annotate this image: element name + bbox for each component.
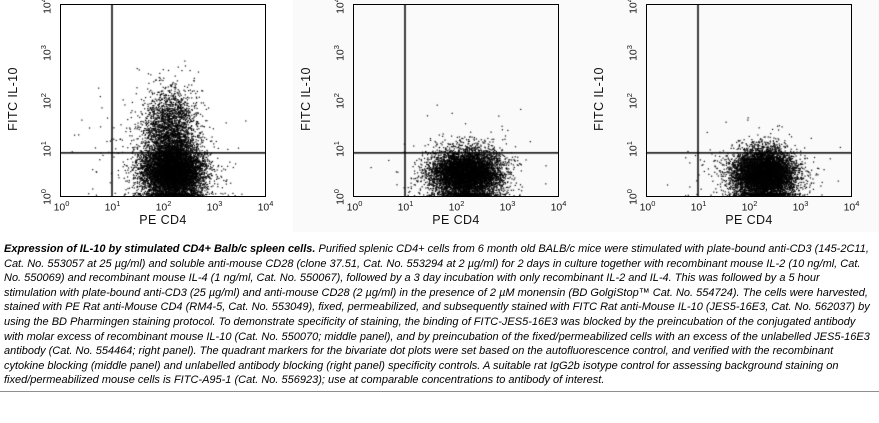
y-axis-tick-label: $10^2$	[38, 93, 54, 109]
x-axis-tick-label: $10^1$	[690, 199, 707, 214]
x-axis-tick-label: $10^3$	[206, 199, 223, 214]
caption-title: Expression of IL-10 by stimulated CD4+ Balb/c spleen cells.	[4, 243, 316, 255]
y-axis-label: FITC IL-10	[592, 67, 606, 131]
y-axis-tick-label: $10^0$	[624, 188, 640, 205]
x-axis-tick-label: $10^2$	[741, 199, 758, 214]
x-axis-tick-label: $10^0$	[639, 199, 656, 214]
dot-plot-il10-staining-left	[0, 0, 293, 232]
x-axis-tick-label: $10^4$	[843, 199, 860, 214]
x-axis-label: PE CD4	[139, 213, 187, 227]
y-axis-tick-label: 10	[627, 1, 640, 14]
y-axis-label: FITC IL-10	[6, 67, 20, 131]
y-axis-tick-label: $10^1$	[624, 140, 640, 157]
y-axis-tick-label: $10^3$	[624, 45, 640, 62]
y-axis-label: FITC IL-10	[299, 67, 313, 131]
x-axis-tick-label: $10^4$	[550, 199, 567, 214]
y-axis-tick-label: $10^3$	[38, 45, 54, 62]
x-axis-tick-label: $10^2$	[448, 199, 465, 214]
y-axis-tick-label: $10^0$	[331, 188, 347, 205]
caption-body: Purified splenic CD4+ cells from 6 month old BALB/c mice were stimulated with plate-bound anti-CD3 (145-2C11, Cat. No. 553057 at 25 µg/ml) and soluble anti-mouse CD28 (clone 37.51, Cat. No. 553294 at 2 µg/ml) for 2 days in culture together with recombinant mouse IL-2 (10 ng/ml, Cat. No. 550069) and recombinant mouse IL-4 (1 ng/ml, Cat. No. 550067), followed by a 3 day incubation with only recombinant IL-2 and IL-4. This was followed by a 5 hour stimulation with plate-bound anti-CD3 (25 µg/ml) and anti-mouse CD28 (2 µg/ml) in the presence of 2 µM monensin (BD GolgiStop™ Cat. No. 554724). The cells were harvested, stained with PE Rat anti-Mouse CD4 (RM4-5, Cat. No. 553049), fixed, permeabilized, and subsequently stained with FITC Rat anti-Mouse IL-10 (JES5-16E3, Cat. No. 562037) by using the BD Pharmingen staining protocol. To demonstrate specificity of staining, the binding of FITC-JES5-16E3 was blocked by the preincubation of the conjugated antibody with molar excess of recombinant mouse IL-10 (Cat. No. 550070; middle panel), and by preincubation of the fixed/permeabilized cells with an excess of the unlabelled JES5-16E3 antibody (Cat. No. 554464; right panel). The quadrant markers for the bivariate dot plots were set based on the autofluorescence control, and verified with the recombinant cytokine blocking (middle panel) and unlabelled antibody blocking (right panel) specificity controls. A suitable rat IgG2b isotype control for assessing background staining on fixed/permeabilized mouse cells is FITC-A95-1 (Cat. No. 556923); use at comparable concentrations to antibody of interest.	[4, 243, 870, 387]
x-axis-tick-label: $10^1$	[397, 199, 414, 214]
plot-frame	[353, 4, 559, 197]
plot-frame	[60, 4, 266, 197]
scatter-canvas-right	[647, 5, 851, 196]
x-axis-tick-label: $10^2$	[155, 199, 172, 214]
x-axis-tick-label: $10^4$	[257, 199, 274, 214]
y-axis-tick-label: $10^3$	[331, 45, 347, 62]
bottom-divider	[0, 391, 879, 392]
figure-caption	[4, 242, 874, 388]
x-axis-label: PE CD4	[432, 213, 480, 227]
plot-frame	[646, 4, 852, 197]
x-axis-tick-label: $10^1$	[104, 199, 121, 214]
y-axis-tick-label: 10	[41, 1, 54, 14]
dot-plot-antibody-block-right	[586, 0, 879, 232]
x-axis-tick-label: $10^3$	[499, 199, 516, 214]
y-axis-tick-label: $10^1$	[38, 140, 54, 157]
x-axis-tick-label: $10^0$	[53, 199, 70, 214]
dot-plot-cytokine-block-middle	[293, 0, 586, 232]
scatter-canvas-middle	[354, 5, 558, 196]
y-axis-tick-label: $10^0$	[38, 188, 54, 205]
x-axis-tick-label: $10^0$	[346, 199, 363, 214]
y-axis-tick-label: $10^1$	[331, 140, 347, 157]
x-axis-tick-label: $10^3$	[792, 199, 809, 214]
y-axis-tick-label: $10^2$	[624, 93, 640, 109]
y-axis-tick-label: 10	[334, 1, 347, 14]
scatter-canvas-left	[61, 5, 265, 196]
x-axis-label: PE CD4	[725, 213, 773, 227]
y-axis-tick-label: $10^2$	[331, 93, 347, 109]
